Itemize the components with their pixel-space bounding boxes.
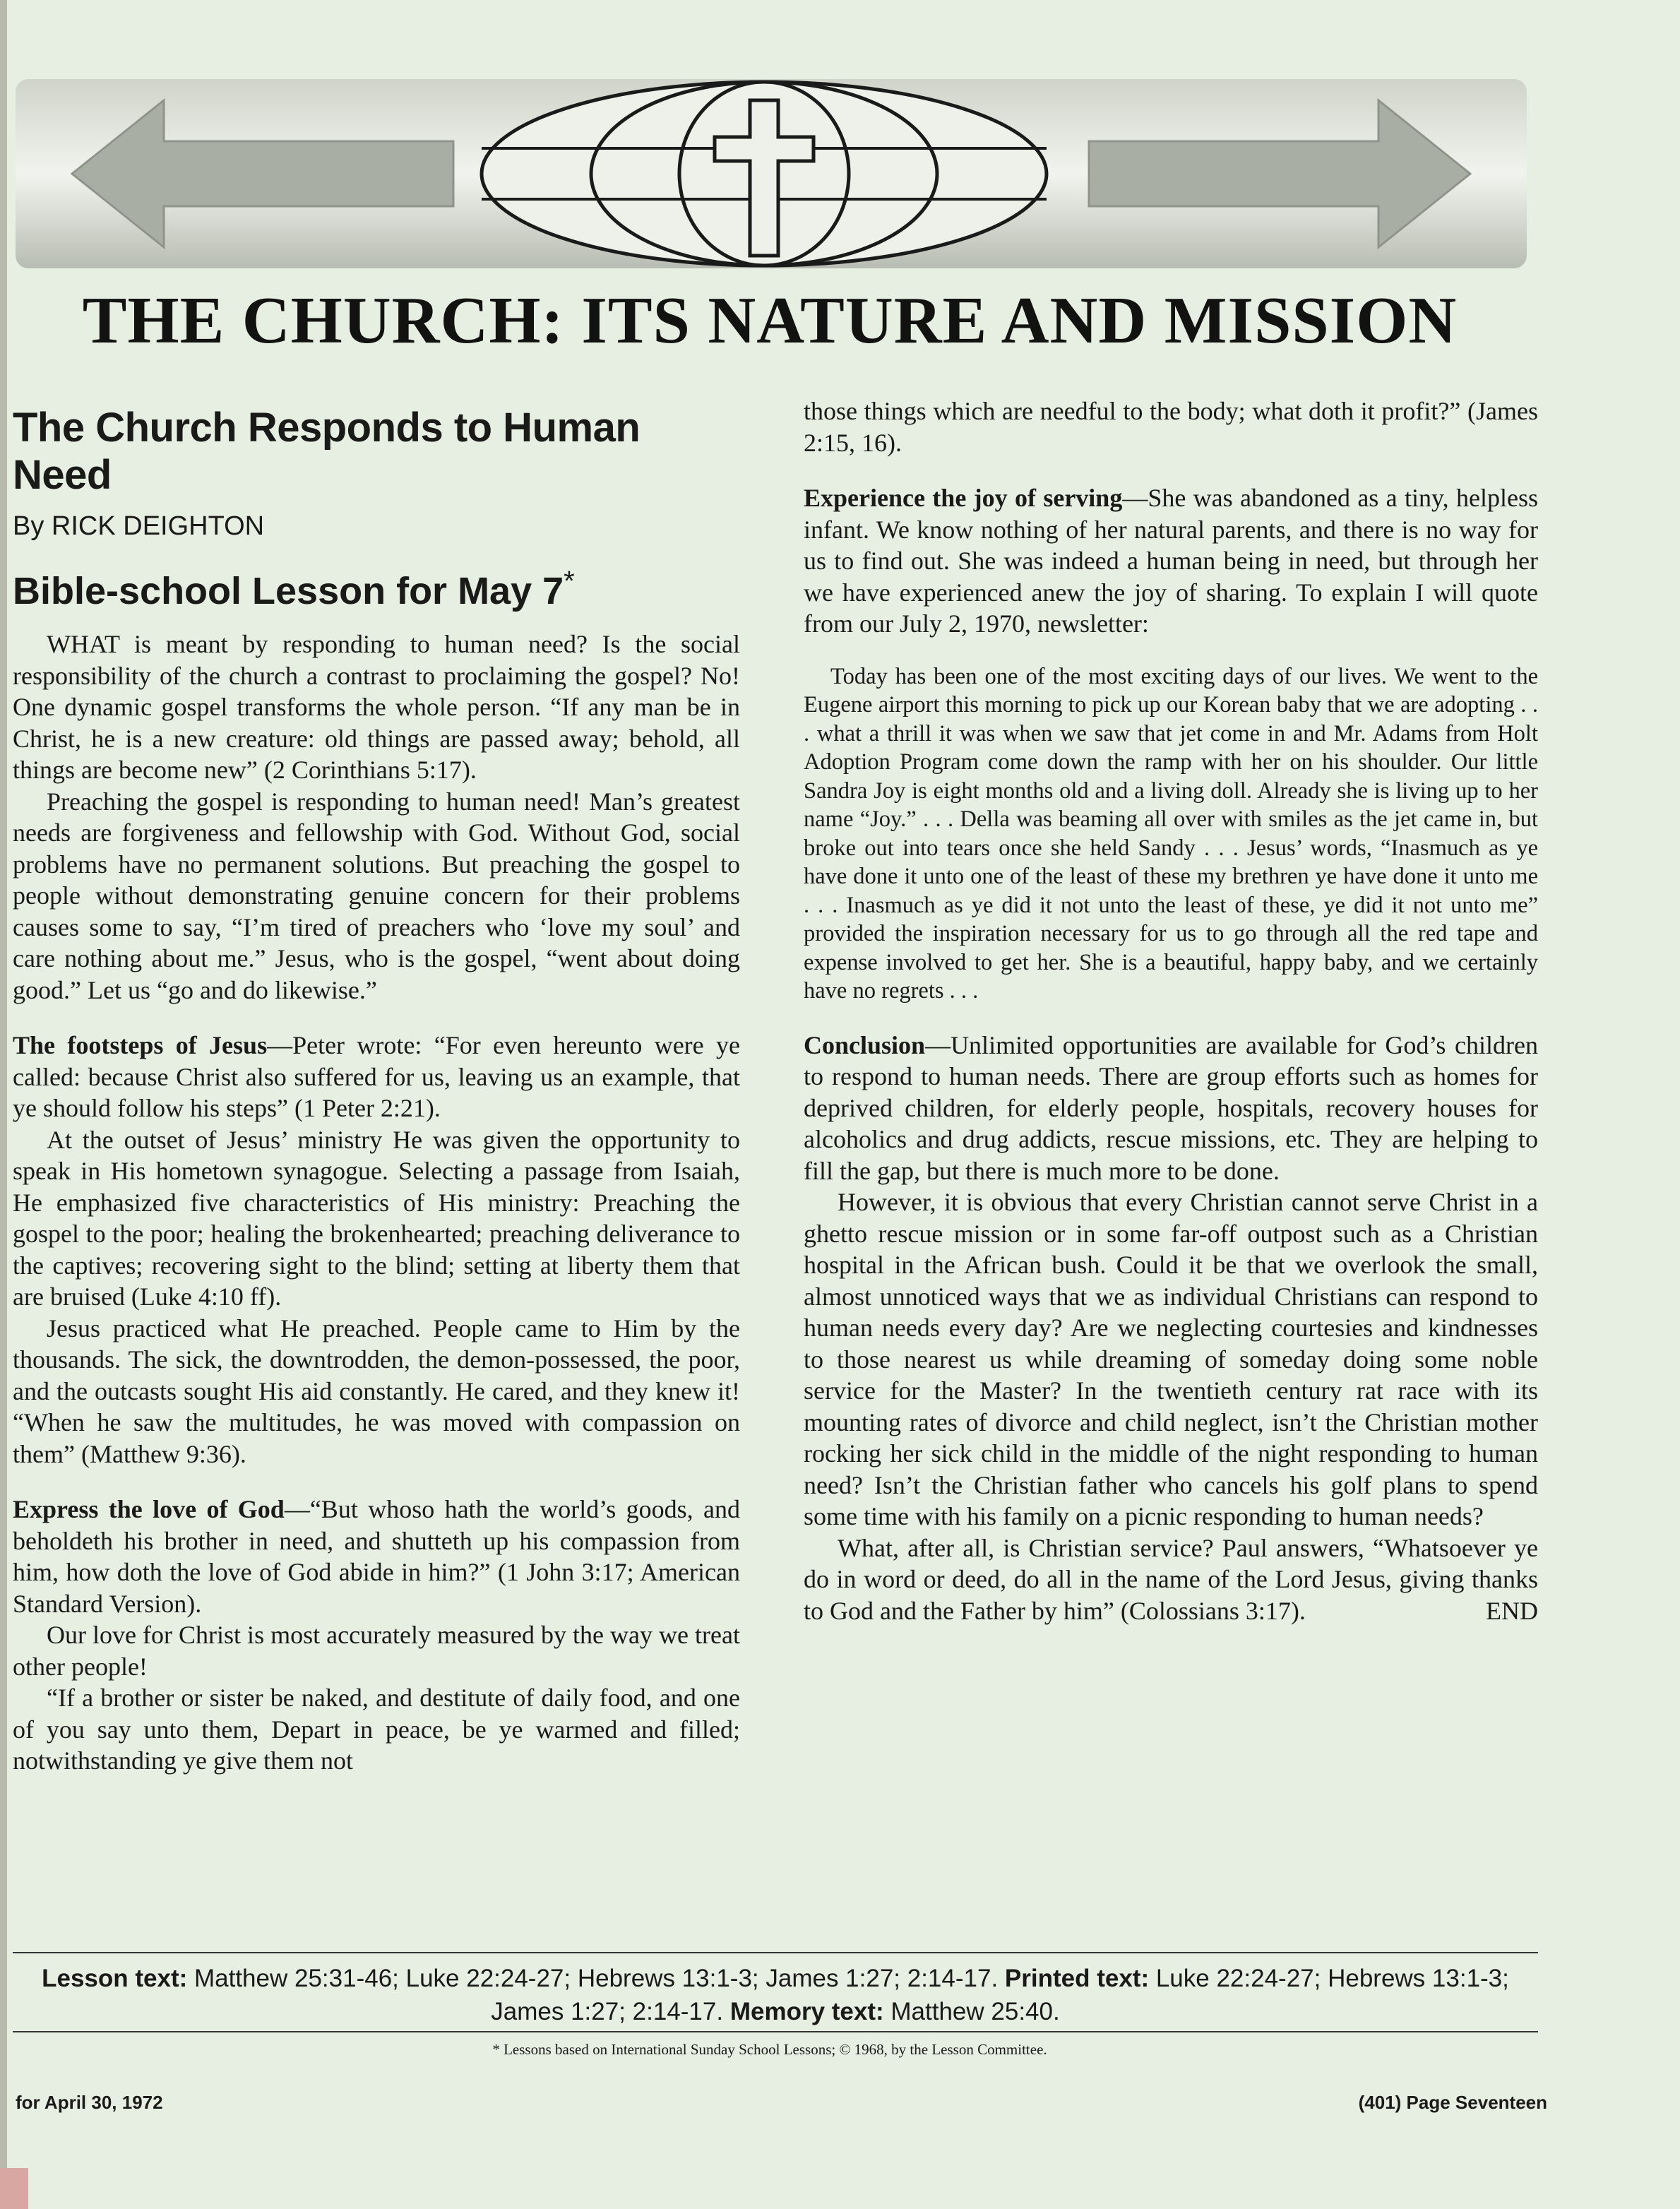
- paragraph: [13, 1030, 740, 1124]
- divider-bottom: [13, 2031, 1538, 2032]
- lesson-title-text: Bible-school Lesson for May 7: [13, 570, 564, 612]
- paragraph: [804, 1532, 1538, 1627]
- article-title: The Church Responds to Human Need: [13, 405, 641, 498]
- left-column: [13, 395, 740, 1777]
- printed-text-label: Printed text:: [1004, 1965, 1150, 1992]
- paragraph-text: —“But whoso hath the world’s goods, and beholdeth his brother in need, and shutteth up his compassion from him, how doth the love of God abide in him?” (1 John 3:17; American Standard Version).: [13, 1495, 740, 1618]
- paragraph-text: What, after all, is Christian service? Paul answers, “Whatsoever ye do in word or deed, do all in the name of the Lord Jesus, giving thanks to God and the Father by him” (Colossians 3:17).: [804, 1533, 1538, 1625]
- right-column: [804, 395, 1538, 1626]
- lesson-title: [13, 566, 740, 613]
- section-heading: Express the love of God: [13, 1495, 285, 1523]
- newsletter-quote: [804, 662, 1538, 1006]
- memory-text-label: Memory text:: [729, 1998, 884, 2025]
- paragraph: [13, 1494, 740, 1619]
- paragraph-text: —Unlimited opportunities are available for God’s children to respond to human needs. There are group efforts such as homes for deprived children, for elderly people, hospitals, recovery houses for alcoholics and drug addicts, rescue missions, etc. They are helping to fill the gap, but there is much more to be done.: [804, 1030, 1538, 1185]
- paragraph: Jesus practiced what He preached. People came to Him by the thousands. The sick, the downtrodden, the demon-possessed, the poor, and the outcasts sought His aid constantly. He cared, and they knew it! “When he saw the multitudes, he was moved with compassion on them” (Matthew 9:36).: [13, 1314, 740, 1468]
- paragraph: However, it is obvious that every Christian cannot serve Christ in a ghetto rescue mission or in some far-off outpost such as a Christian hospital in the African bush. Could it be that we overlook the small, almost unnoticed ways that we as individual Christians can respond to human needs every day? Are we neglecting courtesies and kindnesses to those nearest us while dreaming of someday doing some noble service for the Master? In the twentieth century rat race with its mounting rates of divorce and child neglect, isn’t the Christian mother rocking her sick child in the middle of the night responding to human need? Isn’t the Christian father who cancels his golf plans to spend some time with his family on a picnic responding to human needs?: [804, 1188, 1538, 1530]
- divider-top: [13, 1952, 1538, 1953]
- lesson-footnote-mark: *: [564, 566, 575, 597]
- paragraph: “If a brother or sister be naked, and destitute of daily food, and one of you say unto them, Depart in peace, be ye warmed and filled; notwithstanding ye give them not: [13, 1684, 740, 1775]
- page-edge-bottom: [0, 2168, 28, 2209]
- masthead: THE CHURCH: ITS NATURE AND MISSION: [82, 284, 1458, 357]
- paragraph: [804, 482, 1538, 640]
- printed-text-value: Luke 22:24-27; Hebrews 13:1-3; James 1:27; 2:14-17.: [491, 1965, 1509, 2025]
- paragraph: Our love for Christ is most accurately measured by the way we treat other people!: [13, 1621, 740, 1681]
- paragraph: At the outset of Jesus’ ministry He was given the opportunity to speak in His hometown synagogue. Selecting a passage from Isaiah, He emphasized five characteristics of His ministry: Preaching the gospel to the poor; healing the brokenhearted; preaching deliverance to the captives; recovering sight to the blind; setting at liberty them that are bruised (Luke 4:10 ff).: [13, 1125, 740, 1311]
- paragraph-text: —Peter wrote: “For even hereunto were ye called: because Christ also suffered for us, leaving us an example, that ye should follow his steps” (1 Peter 2:21).: [13, 1031, 740, 1122]
- globe-cross-banner: [16, 79, 1527, 268]
- paragraph: Preaching the gospel is responding to human need! Man’s greatest needs are forgiveness and fellowship with God. Without God, social problems have no permanent solutions. But preaching the gospel to people without demonstrating genuine concern for their problems causes some to say, “I’m tired of preachers who ‘love my soul’ and care nothing about me.” Jesus, who is the gospel, “went about doing good.” Let us “go and do likewise.”: [13, 787, 740, 1004]
- lesson-text-label: Lesson text:: [42, 1965, 188, 1992]
- paragraph: [804, 1030, 1538, 1187]
- memory-text-value: Matthew 25:40.: [890, 1998, 1060, 2025]
- section-heading: The footsteps of Jesus: [13, 1031, 268, 1059]
- section-heading: Conclusion: [804, 1030, 926, 1059]
- footnote: * Lessons based on International Sunday School Lessons; © 1968, by the Lesson Committee.: [492, 2041, 1047, 2058]
- paragraph: WHAT is meant by responding to human need? Is the social responsibility of the church a contrast to proclaiming the gospel? No! One dynamic gospel transforms the whole person. “If any man be in Christ, he is a new creature: old things are passed away; behold, all things are become new” (2 Corinthians 5:17).: [13, 630, 740, 784]
- paragraph-text: —She was abandoned as a tiny, helpless infant. We know nothing of her natural parents, and there is no way for us to find out. She was indeed a human being in need, but through her we have experienced anew the joy of sharing. To explain I will quote from our July 2, 1970, newsletter:: [804, 484, 1538, 638]
- byline: By RICK DEIGHTON: [13, 511, 265, 541]
- end-mark: END: [1486, 1596, 1538, 1625]
- section-heading: Experience the joy of serving: [804, 484, 1123, 512]
- lesson-text-value: Matthew 25:31-46; Luke 22:24-27; Hebrews 13:1-3; James 1:27; 2:14-17.: [193, 1965, 999, 1992]
- folio-date: for April 30, 1972: [16, 2092, 163, 2113]
- paragraph: those things which are needful to the body; what doth it profit?” (James 2:15, 16).: [804, 397, 1538, 457]
- folio-page-number: (401) Page Seventeen: [1358, 2092, 1547, 2113]
- globe-cross-icon: [16, 79, 1527, 268]
- quote-text: Today has been one of the most exciting days of our lives. We went to the Eugene airport this morning to pick up our Korean baby that we are adopting . . . what a thrill it was when we saw that jet come in and Mr. Adams from Holt Adoption Program come down the ramp with her on his shoulder. Our little Sandra Joy is eight months old and a living doll. Already she is living up to her name “Joy.” . . . Della was beaming all over with smiles as the jet came in, but broke out into tears once she held Sandy . . . Jesus’ words, “Inasmuch as ye have done it unto one of the least of these my brethren ye have done it unto me . . . Inasmuch as ye did it not unto the least of these, ye did it not unto me” provided the inspiration necessary for us to go through all the red tape and expense involved to get her. She is a beautiful, happy baby, and we certainly have no regrets . . .: [804, 663, 1538, 1004]
- lesson-text-box: [13, 1962, 1538, 2028]
